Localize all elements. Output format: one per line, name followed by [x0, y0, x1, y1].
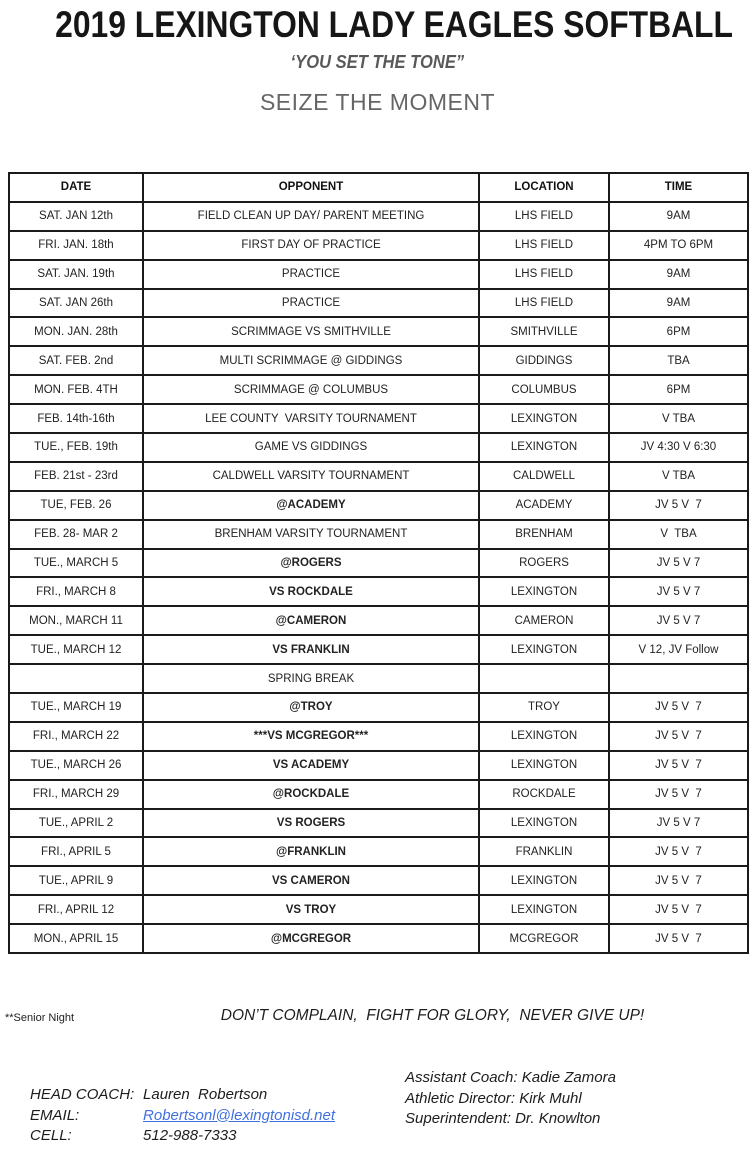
column-header-date: DATE: [9, 173, 143, 202]
date-cell: FRI., APRIL 5: [9, 837, 143, 866]
time-cell: JV 5 V 7: [609, 491, 748, 520]
date-cell: SAT. FEB. 2nd: [9, 346, 143, 375]
table-row: [9, 577, 748, 606]
location-cell: LEXINGTON: [479, 433, 609, 462]
location-cell: LEXINGTON: [479, 895, 609, 924]
time-cell: 6PM: [609, 375, 748, 404]
table-row: [9, 606, 748, 635]
opponent-cell: CALDWELL VARSITY TOURNAMENT: [143, 462, 479, 491]
date-cell: FEB. 28- MAR 2: [9, 520, 143, 549]
location-cell: LEXINGTON: [479, 577, 609, 606]
table-row: [9, 404, 748, 433]
table-row: [9, 866, 748, 895]
date-cell: TUE., APRIL 2: [9, 809, 143, 838]
page-title: [0, 4, 755, 46]
table-row: [9, 260, 748, 289]
senior-night-note: **Senior Night: [5, 1012, 75, 1024]
opponent-cell: SCRIMMAGE @ COLUMBUS: [143, 375, 479, 404]
time-cell: JV 5 V 7: [609, 924, 748, 953]
time-cell: JV 5 V 7: [609, 809, 748, 838]
time-cell: V TBA: [609, 404, 748, 433]
contact-left-column: [5, 1069, 755, 1144]
opponent-cell: MULTI SCRIMMAGE @ GIDDINGS: [143, 346, 479, 375]
location-cell: FRANKLIN: [479, 837, 609, 866]
location-cell: BRENHAM: [479, 520, 609, 549]
team-quote-text: ‘YOU SET THE TONE”: [290, 52, 465, 72]
time-cell: [609, 664, 748, 693]
location-cell: LHS FIELD: [479, 231, 609, 260]
date-cell: TUE., MARCH 26: [9, 751, 143, 780]
opponent-cell: @FRANKLIN: [143, 837, 479, 866]
contact-right-column: [405, 1069, 616, 1131]
opponent-cell: BRENHAM VARSITY TOURNAMENT: [143, 520, 479, 549]
date-cell: TUE, FEB. 26: [9, 491, 143, 520]
location-cell: COLUMBUS: [479, 375, 609, 404]
time-cell: V TBA: [609, 520, 748, 549]
opponent-cell: ***VS MCGREGOR***: [143, 722, 479, 751]
table-row: [9, 549, 748, 578]
date-cell: FRI., MARCH 29: [9, 780, 143, 809]
email-label: EMAIL:: [30, 1106, 80, 1124]
date-cell: TUE., APRIL 9: [9, 866, 143, 895]
location-cell: LEXINGTON: [479, 809, 609, 838]
date-cell: FEB. 14th-16th: [9, 404, 143, 433]
opponent-cell: PRACTICE: [143, 289, 479, 318]
opponent-cell: VS ROCKDALE: [143, 577, 479, 606]
cell-value: 512-988-7333: [143, 1127, 237, 1144]
team-motto: SEIZE THE MOMENT: [259, 89, 496, 115]
opponent-cell: LEE COUNTY VARSITY TOURNAMENT: [143, 404, 479, 433]
date-cell: FRI., MARCH 22: [9, 722, 143, 751]
column-header-location: LOCATION: [479, 173, 609, 202]
schedule-table: [8, 172, 749, 954]
email-link[interactable]: Robertsonl@lexingtonisd.net: [143, 1106, 336, 1124]
location-cell: LEXINGTON: [479, 404, 609, 433]
opponent-cell: @ACADEMY: [143, 491, 479, 520]
location-cell: SMITHVILLE: [479, 317, 609, 346]
opponent-cell: VS TROY: [143, 895, 479, 924]
table-row: [9, 751, 748, 780]
time-cell: V TBA: [609, 462, 748, 491]
opponent-cell: VS CAMERON: [143, 866, 479, 895]
opponent-cell: SPRING BREAK: [143, 664, 479, 693]
location-cell: LEXINGTON: [479, 751, 609, 780]
location-cell: TROY: [479, 693, 609, 722]
opponent-cell: @ROCKDALE: [143, 780, 479, 809]
table-header-row: [9, 173, 748, 202]
date-cell: TUE., MARCH 12: [9, 635, 143, 664]
table-row: [9, 289, 748, 318]
table-row: [9, 317, 748, 346]
table-row: [9, 433, 748, 462]
location-cell: LHS FIELD: [479, 260, 609, 289]
location-cell: GIDDINGS: [479, 346, 609, 375]
table-row: [9, 635, 748, 664]
column-header-opponent: OPPONENT: [143, 173, 479, 202]
table-row: [9, 346, 748, 375]
page-title-text: 2019 LEXINGTON LADY EAGLES SOFTBALL: [55, 4, 733, 45]
time-cell: JV 5 V 7: [609, 837, 748, 866]
opponent-cell: FIRST DAY OF PRACTICE: [143, 231, 479, 260]
time-cell: 9AM: [609, 260, 748, 289]
time-cell: 4PM TO 6PM: [609, 231, 748, 260]
table-row: [9, 895, 748, 924]
opponent-cell: SCRIMMAGE VS SMITHVILLE: [143, 317, 479, 346]
date-cell: TUE., MARCH 19: [9, 693, 143, 722]
table-row: [9, 375, 748, 404]
location-cell: ROGERS: [479, 549, 609, 578]
table-row: [9, 693, 748, 722]
time-cell: TBA: [609, 346, 748, 375]
table-row: [9, 462, 748, 491]
cell-label: CELL:: [30, 1127, 72, 1144]
location-cell: [479, 664, 609, 693]
time-cell: JV 5 V 7: [609, 780, 748, 809]
opponent-cell: PRACTICE: [143, 260, 479, 289]
date-cell: SAT. JAN 26th: [9, 289, 143, 318]
team-quote: [0, 52, 755, 73]
time-cell: JV 5 V 7: [609, 722, 748, 751]
date-cell: TUE., FEB. 19th: [9, 433, 143, 462]
opponent-cell: @MCGREGOR: [143, 924, 479, 953]
location-cell: CALDWELL: [479, 462, 609, 491]
date-cell: FRI. JAN. 18th: [9, 231, 143, 260]
table-row: [9, 231, 748, 260]
table-row: [9, 202, 748, 231]
date-cell: SAT. JAN 12th: [9, 202, 143, 231]
opponent-cell: @CAMERON: [143, 606, 479, 635]
opponent-cell: @TROY: [143, 693, 479, 722]
date-cell: MON. FEB. 4TH: [9, 375, 143, 404]
time-cell: JV 5 V 7: [609, 866, 748, 895]
time-cell: V 12, JV Follow: [609, 635, 748, 664]
table-row: [9, 924, 748, 953]
location-cell: LHS FIELD: [479, 202, 609, 231]
time-cell: 6PM: [609, 317, 748, 346]
date-cell: FRI., MARCH 8: [9, 577, 143, 606]
team-slogan: DON’T COMPLAIN, FIGHT FOR GLORY, NEVER GIVE UP!: [220, 1007, 645, 1024]
location-cell: LEXINGTON: [479, 722, 609, 751]
time-cell: JV 5 V 7: [609, 693, 748, 722]
table-row: [9, 664, 748, 693]
opponent-cell: FIELD CLEAN UP DAY/ PARENT MEETING: [143, 202, 479, 231]
opponent-cell: VS ACADEMY: [143, 751, 479, 780]
superintendent-line: Superintendent: Dr. Knowlton: [405, 1110, 601, 1127]
opponent-cell: VS ROGERS: [143, 809, 479, 838]
time-cell: JV 5 V 7: [609, 606, 748, 635]
time-cell: JV 5 V 7: [609, 895, 748, 924]
athletic-director-line: Athletic Director: Kirk Muhl: [405, 1089, 582, 1107]
location-cell: LEXINGTON: [479, 866, 609, 895]
schedule-body: [9, 202, 748, 953]
time-cell: JV 5 V 7: [609, 577, 748, 606]
date-cell: FRI., APRIL 12: [9, 895, 143, 924]
table-row: [9, 722, 748, 751]
date-cell: TUE., MARCH 5: [9, 549, 143, 578]
time-cell: 9AM: [609, 289, 748, 318]
date-cell: MON. JAN. 28th: [9, 317, 143, 346]
date-cell: MON., MARCH 11: [9, 606, 143, 635]
table-row: [9, 780, 748, 809]
table-row: [9, 809, 748, 838]
location-cell: ACADEMY: [479, 491, 609, 520]
opponent-cell: GAME VS GIDDINGS: [143, 433, 479, 462]
table-row: [9, 837, 748, 866]
location-cell: LHS FIELD: [479, 289, 609, 318]
location-cell: ROCKDALE: [479, 780, 609, 809]
location-cell: CAMERON: [479, 606, 609, 635]
location-cell: LEXINGTON: [479, 635, 609, 664]
date-cell: [9, 664, 143, 693]
opponent-cell: VS FRANKLIN: [143, 635, 479, 664]
date-cell: SAT. JAN. 19th: [9, 260, 143, 289]
head-coach-value: Lauren Robertson: [143, 1086, 268, 1103]
contact-footer: [5, 1069, 755, 1144]
column-header-time: TIME: [609, 173, 748, 202]
time-cell: JV 4:30 V 6:30: [609, 433, 748, 462]
date-cell: MON., APRIL 15: [9, 924, 143, 953]
opponent-cell: @ROGERS: [143, 549, 479, 578]
date-cell: FEB. 21st - 23rd: [9, 462, 143, 491]
head-coach-label: HEAD COACH:: [30, 1086, 135, 1103]
time-cell: 9AM: [609, 202, 748, 231]
table-row: [9, 520, 748, 549]
location-cell: MCGREGOR: [479, 924, 609, 953]
assistant-coach-line: Assistant Coach: Kadie Zamora: [405, 1069, 616, 1086]
time-cell: JV 5 V 7: [609, 751, 748, 780]
table-row: [9, 491, 748, 520]
time-cell: JV 5 V 7: [609, 549, 748, 578]
